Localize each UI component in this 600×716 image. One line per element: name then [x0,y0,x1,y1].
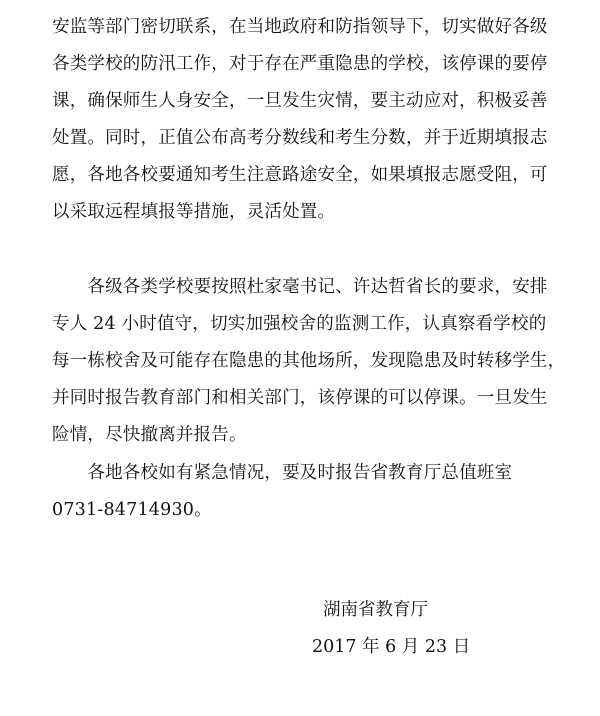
text-line: 各级各类学校要按照杜家毫书记、许达哲省长的要求，安排 [52,277,548,297]
signature-organization: 湖南省教育厅 [323,600,428,620]
text-line: 各地各校如有紧急情况，要及时报告省教育厅总值班室 [52,463,513,483]
paragraph-emergency-contact [52,455,572,529]
text-line: 各类学校的防汛工作，对于存在严重隐患的学校，该停课的要停 [52,54,548,74]
text-line: 专人 24 小时值守，切实加强校舍的监测工作，认真察看学校的 [52,314,547,334]
text-line: 并同时报告教育部门和相关部门，该停课的可以停课。一旦发生 [52,388,548,408]
text-line: 处置。同时，正值公布高考分数线和考生分数，并于近期填报志 [52,128,548,148]
text-line: 以采取远程填报等措施，灵活处置。 [52,202,336,222]
text-line: 课，确保师生人身安全，一旦发生灾情，要主动应对，积极妥善 [52,91,548,111]
signature-date: 2017 年 6 月 23 日 [312,637,471,657]
phone-number-line: 0731-84714930。 [52,500,212,520]
text-line: 安监等部门密切联系，在当地政府和防指领导下，切实做好各级 [52,17,548,37]
paragraph-duty-requirements [52,269,572,454]
text-line: 愿，各地各校要通知考生注意路途安全，如果填报志愿受阻，可 [52,165,548,185]
text-line: 险情，尽快撤离并报告。 [52,425,247,445]
paragraph-flood-prevention [52,9,572,231]
text-line: 每一栋校舍及可能存在隐患的其他场所，发现隐患及时转移学生， [52,351,566,371]
